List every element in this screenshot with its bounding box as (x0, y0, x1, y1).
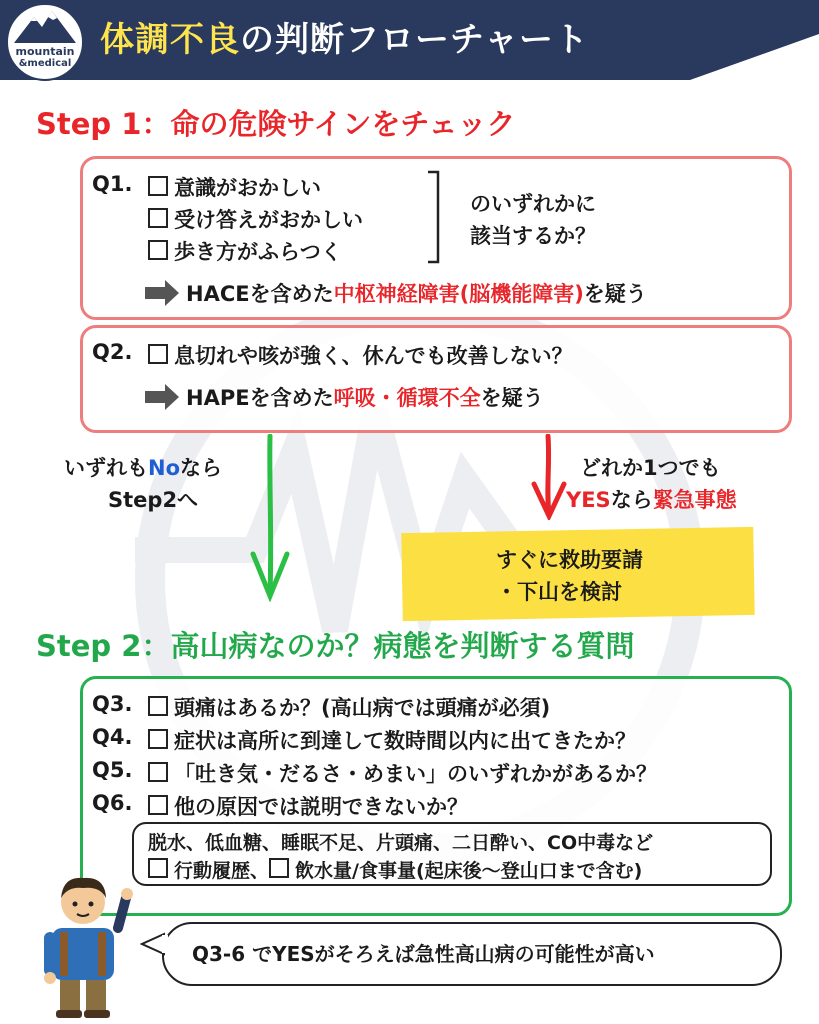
yes-path-emergency (566, 484, 737, 514)
emergency-text: 緊急事態 (652, 488, 737, 512)
history-text: 行動履歴、 (174, 860, 270, 882)
emergency-action-line1: すぐに救助要請 (496, 548, 643, 572)
q1-item (148, 204, 363, 234)
checkbox-icon (148, 208, 168, 228)
step1-title: Step 1：命の危険サインをチェック (36, 107, 516, 141)
q3-text: 頭痛はあるか？(高山病では頭痛が必須) (174, 696, 551, 720)
bubble-text: Q3-6 でYESがそろえば急性高山病の可能性が高い (192, 942, 655, 966)
q1-item-text: 受け答えがおかしい (174, 208, 363, 232)
q1-result-red: 中枢神経障害(脳機能障害) (333, 282, 584, 306)
step2-title: Step 2：高山病なのか？病態を判断する質問 (36, 629, 635, 663)
no-path-step2: Step2へ (108, 488, 199, 512)
q1-item (148, 172, 321, 202)
q2-result-suffix: を疑う (480, 386, 544, 410)
q3-question (148, 692, 550, 722)
checkbox-icon (148, 344, 168, 364)
mountain-medical-logo (6, 3, 84, 81)
page-title (100, 12, 589, 61)
intake-text: 飲水量/食事量(起床後～登山口まで含む) (295, 860, 643, 882)
other-causes-list: 脱水、低血糖、睡眠不足、片頭痛、二日酔い、CO中毒など (148, 832, 654, 854)
mountain-icon (8, 5, 82, 45)
q1-side-text-2: 該当するか？ (470, 224, 596, 248)
q5-text: 「吐き気・だるさ・めまい」のいずれかがあるか？ (174, 762, 657, 786)
q2-result (186, 382, 544, 412)
q2-result-red: 呼吸・循環不全 (333, 386, 481, 410)
checkbox-icon (148, 795, 168, 815)
checkbox-icon (148, 176, 168, 196)
bubble-tail (140, 930, 170, 960)
q6-question (148, 791, 468, 821)
q6-label: Q6. (92, 791, 133, 815)
q5-label: Q5. (92, 758, 133, 782)
right-arrow-icon (145, 280, 181, 306)
q1-result-prefix: HACEを含めた (186, 282, 334, 306)
doctor-character-icon (30, 870, 142, 1020)
q1-result (186, 278, 647, 308)
header-bar (0, 0, 819, 80)
q1-item (148, 236, 342, 266)
q2-question (148, 340, 573, 370)
checkbox-icon (148, 858, 168, 878)
logo-text-mountain: mountain (15, 45, 75, 58)
q3-label: Q3. (92, 692, 133, 716)
q2-label: Q2. (92, 340, 133, 364)
q4-label: Q4. (92, 725, 133, 749)
q1-result-suffix: を疑う (583, 282, 647, 306)
checkbox-icon (148, 696, 168, 716)
q5-question (148, 758, 657, 788)
q4-text: 症状は高所に到達して数時間以内に出てきたか？ (174, 729, 636, 753)
logo-text-medical: &medical (18, 58, 72, 69)
q1-side-text-1: のいずれかに (470, 192, 596, 216)
yes-mid-text: なら (610, 488, 653, 512)
no-path-text-a: いずれも (64, 456, 148, 480)
q6-text: 他の原因では説明できないか？ (174, 795, 468, 819)
q4-question (148, 725, 636, 755)
yes-path-label: どれか1つでも (580, 456, 721, 480)
no-path-text-b: なら (180, 456, 223, 480)
q2-question-text: 息切れや咳が強く、休んでも改善しない？ (174, 344, 573, 368)
checkbox-icon (148, 240, 168, 260)
yes-text: YES (566, 488, 611, 512)
q1-item-text: 歩き方がふらつく (174, 240, 342, 264)
no-path-label (64, 452, 222, 482)
checkbox-icon (269, 858, 289, 878)
q1-item-text: 意識がおかしい (174, 176, 321, 200)
title-highlight: 体調不良 (100, 20, 240, 60)
history-check (148, 856, 642, 883)
title-rest: の判断フローチャート (240, 20, 589, 60)
checkbox-icon (148, 729, 168, 749)
green-down-arrow-icon (245, 434, 295, 602)
q2-result-prefix: HAPEを含めた (186, 386, 334, 410)
emergency-action-line2: ・下山を検討 (496, 580, 622, 604)
right-arrow-icon (145, 384, 181, 410)
checkbox-icon (148, 762, 168, 782)
emergency-action-highlight (401, 527, 754, 621)
no-text: No (148, 456, 181, 480)
bracket-icon (424, 170, 446, 264)
q1-label: Q1. (92, 172, 133, 196)
